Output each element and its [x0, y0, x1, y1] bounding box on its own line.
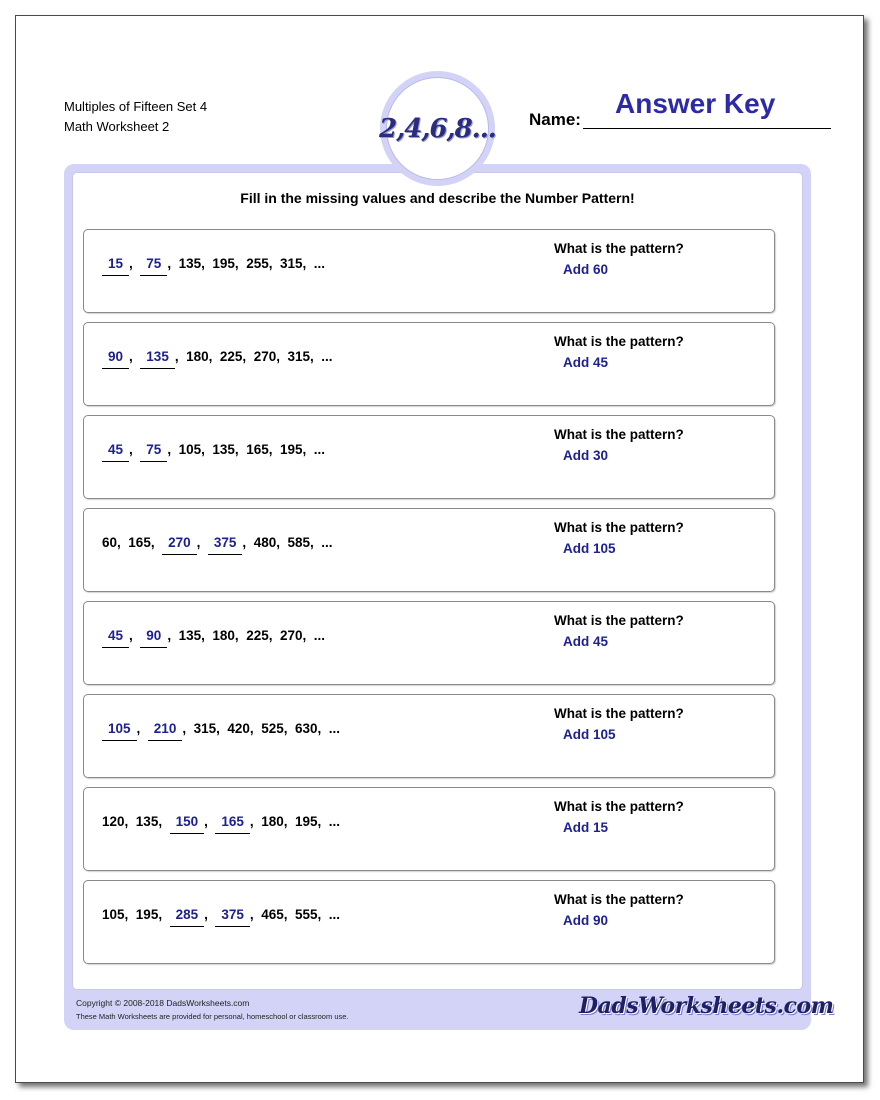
- sequence-separator: ,: [174, 349, 187, 364]
- sequence-separator: ,: [208, 349, 220, 364]
- sequence-separator: ,: [136, 721, 148, 736]
- sequence-term: 180: [212, 628, 235, 643]
- sequence-separator: ,: [249, 907, 262, 922]
- sequence-term: 480: [253, 535, 277, 550]
- number-sequence: [102, 814, 340, 834]
- pattern-question: What is the pattern?: [554, 799, 684, 814]
- sequence-separator: ,: [302, 256, 314, 271]
- sequence-separator: ,: [234, 442, 247, 457]
- sequence-separator: ,: [317, 814, 329, 829]
- problem-box: [83, 787, 775, 871]
- logo-text: 2,4,6,8...: [379, 113, 496, 144]
- problem-box: [83, 229, 775, 313]
- sequence-separator: ,: [242, 535, 254, 550]
- answer-blank: 45: [102, 628, 129, 648]
- sequence-term: 135: [135, 814, 159, 829]
- logo-badge: [380, 71, 495, 186]
- sequence-term: ...: [328, 721, 341, 736]
- sequence-term: 105: [178, 442, 202, 457]
- sequence-separator: ,: [124, 907, 136, 922]
- brand-logo: DadsWorksheets.com: [579, 993, 834, 1019]
- sequence-term: 315: [287, 349, 311, 364]
- number-sequence: [102, 535, 333, 555]
- answer-blank: 15: [102, 256, 129, 276]
- number-sequence: [102, 349, 333, 369]
- sequence-separator: ,: [167, 628, 179, 643]
- sequence-term: 195: [294, 814, 318, 829]
- sequence-separator: ,: [167, 256, 179, 271]
- answer-key-text: Answer Key: [615, 88, 776, 119]
- sequence-term: 180: [186, 349, 209, 364]
- sequence-separator: ,: [117, 535, 129, 550]
- sequence-separator: ,: [310, 349, 322, 364]
- answer-blank: 375: [215, 907, 250, 927]
- sequence-term: 270: [279, 628, 303, 643]
- pattern-question: What is the pattern?: [554, 334, 684, 349]
- sequence-term: 165: [246, 442, 269, 457]
- sequence-term: ...: [328, 814, 341, 829]
- sequence-term: 630: [294, 721, 318, 736]
- sequence-separator: ,: [268, 256, 280, 271]
- sequence-term: 135: [178, 628, 202, 643]
- answer-blank: 135: [140, 349, 175, 369]
- pattern-question: What is the pattern?: [554, 520, 684, 535]
- sequence-term: ...: [321, 535, 333, 550]
- sequence-separator: ,: [283, 814, 295, 829]
- answer-blank: 375: [208, 535, 243, 555]
- sequence-separator: ,: [276, 349, 288, 364]
- sequence-separator: ,: [268, 442, 280, 457]
- sequence-separator: ,: [216, 721, 228, 736]
- sequence-term: 315: [279, 256, 303, 271]
- sequence-separator: ,: [234, 628, 247, 643]
- answer-blank: 75: [140, 256, 167, 276]
- sequence-separator: ,: [249, 814, 262, 829]
- copyright-text: Copyright © 2008-2018 DadsWorksheets.com: [76, 998, 250, 1008]
- name-field: [529, 88, 831, 130]
- sequence-term: 120: [102, 814, 125, 829]
- pattern-answer: Add 30: [563, 448, 609, 463]
- sequence-separator: ,: [268, 628, 280, 643]
- sequence-term: 135: [178, 256, 202, 271]
- sequence-term: ...: [328, 907, 341, 922]
- sequence-term: 585: [287, 535, 311, 550]
- sequence-term: ...: [321, 349, 333, 364]
- answer-blank: 285: [170, 907, 205, 927]
- answer-blank: 165: [215, 814, 250, 834]
- number-sequence: [102, 721, 340, 741]
- sequence-separator: ,: [167, 442, 179, 457]
- problem-box: [83, 601, 775, 685]
- pattern-answer: Add 15: [563, 820, 609, 835]
- logo-inner-circle: [379, 77, 496, 180]
- sequence-term: 60: [102, 535, 118, 550]
- sequence-separator: ,: [276, 535, 288, 550]
- sequence-separator: ,: [310, 535, 322, 550]
- sequence-separator: ,: [317, 907, 329, 922]
- sequence-term: 270: [253, 349, 277, 364]
- sequence-separator: ,: [158, 814, 170, 829]
- sequence-term: 315: [193, 721, 217, 736]
- number-sequence: [102, 256, 325, 276]
- sequence-separator: ,: [182, 721, 194, 736]
- sequence-term: 135: [212, 442, 235, 457]
- sequence-separator: ,: [124, 814, 136, 829]
- sequence-term: 195: [279, 442, 303, 457]
- sequence-separator: ,: [302, 442, 314, 457]
- pattern-answer: Add 45: [563, 634, 609, 649]
- pattern-answer: Add 45: [563, 355, 609, 370]
- instructions: Fill in the missing values and describe the Number Pattern!: [240, 190, 635, 206]
- sequence-separator: ,: [283, 907, 295, 922]
- sequence-separator: ,: [201, 256, 213, 271]
- sequence-term: 525: [261, 721, 284, 736]
- sequence-separator: ,: [302, 628, 314, 643]
- usage-notice: These Math Worksheets are provided for personal, homeschool or classroom use.: [76, 1012, 349, 1021]
- sequence-separator: ,: [158, 907, 170, 922]
- sequence-term: 225: [246, 628, 269, 643]
- sequence-term: 165: [128, 535, 151, 550]
- sequence-term: 255: [246, 256, 269, 271]
- sequence-separator: ,: [129, 256, 141, 271]
- sequence-separator: ,: [196, 535, 208, 550]
- sequence-term: ...: [313, 442, 326, 457]
- sequence-term: ...: [313, 256, 326, 271]
- sequence-separator: ,: [129, 628, 141, 643]
- sequence-separator: ,: [249, 721, 262, 736]
- problem-box: [83, 880, 775, 964]
- sequence-separator: ,: [317, 721, 329, 736]
- sequence-term: ...: [313, 628, 326, 643]
- problem-box: [83, 508, 775, 592]
- sequence-separator: ,: [129, 442, 141, 457]
- sequence-term: 555: [294, 907, 318, 922]
- sequence-term: 180: [261, 814, 284, 829]
- number-sequence: [102, 442, 325, 462]
- sequence-term: 195: [135, 907, 159, 922]
- pattern-question: What is the pattern?: [554, 427, 684, 442]
- number-sequence: [102, 907, 340, 927]
- pattern-question: What is the pattern?: [554, 706, 684, 721]
- problem-box: [83, 694, 775, 778]
- sequence-separator: ,: [234, 256, 247, 271]
- pattern-answer: Add 105: [563, 727, 616, 742]
- answer-blank: 210: [148, 721, 183, 741]
- title-line-2: Math Worksheet 2: [64, 119, 170, 134]
- sequence-separator: ,: [283, 721, 295, 736]
- sequence-term: 465: [261, 907, 284, 922]
- sequence-separator: ,: [129, 349, 141, 364]
- sequence-separator: ,: [201, 442, 213, 457]
- problem-box: [83, 415, 775, 499]
- sequence-term: 195: [212, 256, 235, 271]
- answer-blank: 45: [102, 442, 129, 462]
- worksheet-title: [64, 97, 207, 137]
- pattern-answer: Add 60: [563, 262, 609, 277]
- answer-blank: 105: [102, 721, 137, 741]
- sequence-term: 420: [227, 721, 250, 736]
- name-underline: [583, 128, 831, 129]
- answer-blank: 90: [140, 628, 167, 648]
- problem-box: [83, 322, 775, 406]
- sequence-separator: ,: [201, 628, 213, 643]
- pattern-question: What is the pattern?: [554, 892, 684, 907]
- answer-blank: 75: [140, 442, 167, 462]
- pattern-question: What is the pattern?: [554, 241, 684, 256]
- sequence-separator: ,: [204, 814, 216, 829]
- answer-blank: 90: [102, 349, 129, 369]
- name-label: Name:: [529, 110, 581, 129]
- pattern-answer: Add 90: [563, 913, 609, 928]
- answer-blank: 270: [162, 535, 197, 555]
- title-line-1: Multiples of Fifteen Set 4: [64, 99, 208, 114]
- pattern-question: What is the pattern?: [554, 613, 684, 628]
- sequence-term: 105: [102, 907, 125, 922]
- sequence-separator: ,: [150, 535, 163, 550]
- pattern-answer: Add 105: [563, 541, 616, 556]
- sequence-separator: ,: [204, 907, 216, 922]
- answer-blank: 150: [170, 814, 205, 834]
- sequence-term: 225: [219, 349, 243, 364]
- number-sequence: [102, 628, 325, 648]
- sequence-separator: ,: [242, 349, 254, 364]
